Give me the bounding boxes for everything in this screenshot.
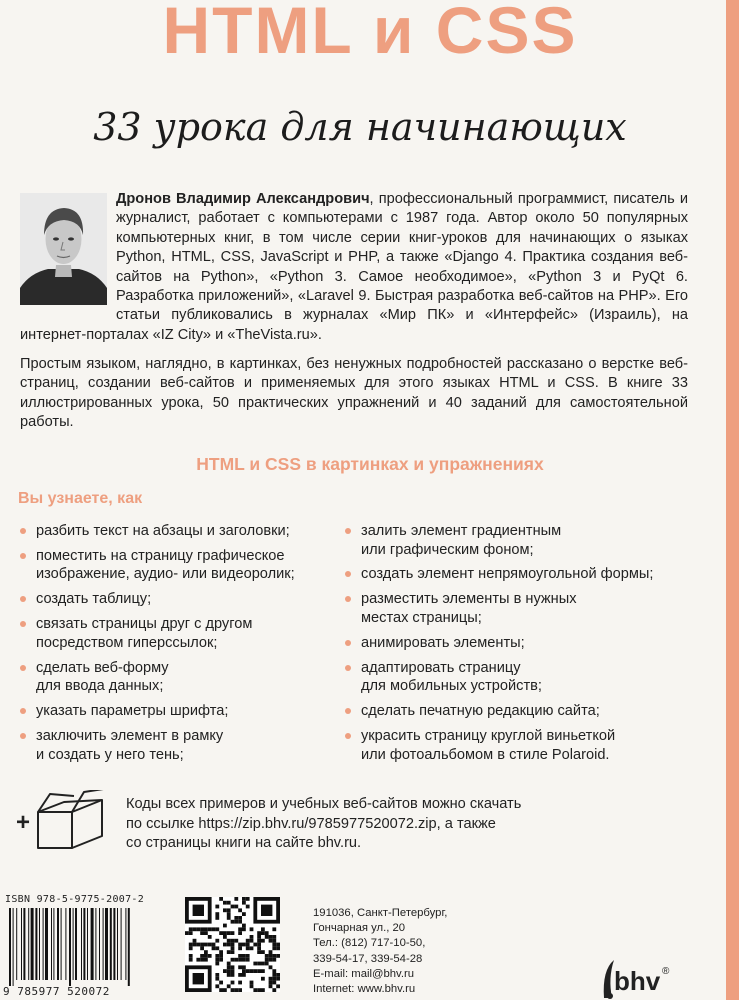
qr-module [215,912,219,916]
qr-module [276,954,280,958]
qr-module [227,962,231,966]
barcode-bar [110,908,112,980]
qr-module [276,984,280,988]
qr-module [250,946,254,950]
qr-module [196,927,200,931]
barcode-bar [28,908,29,980]
qr-module [272,988,276,992]
qr-module [246,954,250,958]
learn-list-left [20,522,340,771]
qr-module [231,939,235,943]
barcode-bar [61,908,62,980]
qr-module [215,916,219,920]
qr-module [269,977,273,981]
qr-module [269,958,273,962]
qr-module [246,939,250,943]
qr-module [257,943,261,947]
qr-module [272,935,276,939]
qr-module [238,988,242,992]
qr-module [227,908,231,912]
qr-module [208,954,212,958]
qr-module [276,977,280,981]
qr-module [219,954,223,958]
qr-module [200,958,204,962]
logo-text: bhv [614,966,661,996]
qr-module [189,943,193,947]
list-item: украсить страницу круглой виньеткой или фотоальбомом в стиле Polaroid. [345,727,715,764]
barcode-bar [75,908,77,980]
author-name: Дронов Владимир Александрович [116,191,370,207]
qr-module [272,977,276,981]
barcode-bar [83,908,85,980]
qr-module [223,988,227,992]
qr-module [215,962,219,966]
barcode-bar [103,908,104,980]
cover-subtitle: 33 урока для начинающих [93,105,627,149]
qr-module [269,935,273,939]
barcode-bar [13,908,14,986]
qr-module [238,908,242,912]
qr-module [219,897,223,901]
registered-mark: ® [662,966,670,977]
qr-module [257,946,261,950]
barcode-digits: 9 785977 520072 [3,985,110,998]
list-item: сделать веб-форму для ввода данных; [20,659,340,696]
barcode-bar [105,908,108,980]
section-heading: HTML и CSS в картинках и упражнениях [196,454,544,474]
qr-module [272,954,276,958]
qr-module [223,943,227,947]
author-bio-text: , профессиональный программист, писатель и журналист, работает с компьютерами с 1987 года. Автор около 50 популярных компьютерных книг, в том числе серии книг-уроков для начинающих о языках Python, HTML, CSS, JavaScript и PHP, а также «Django 4. Практика создания веб-сайтов на Python», «Python 3. Самое необходимое», «Python 3 и PyQt 6. Разработка приложений», «Laravel 9. Быстрая разработка веб-сайтов на PHP». Его статьи публиковались в журналах «Мир ПК» и «Интерфейс» (Израиль), на интернет-порталах «IZ City» и «TheVista.ru». [20,191,688,343]
qr-module [250,981,254,985]
qr-module [257,988,261,992]
qr-module [215,973,219,977]
qr-module [193,939,197,943]
qr-module [208,943,212,947]
qr-module [219,950,223,954]
qr-module [234,920,238,924]
qr-module [272,939,276,943]
qr-module [215,905,219,909]
qr-module [238,943,242,947]
qr-module [189,954,193,958]
qr-module [238,954,242,958]
qr-module [238,946,242,950]
qr-module [250,939,254,943]
barcode-bar [113,908,115,980]
qr-module [227,931,231,935]
list-item: связать страницы друг с другом посредством гиперссылок; [20,615,340,652]
qr-module [242,912,246,916]
learn-list-right [345,522,715,771]
list-item: анимировать элементы; [345,634,715,653]
qr-module [208,935,212,939]
qr-module [231,931,235,935]
qr-module [215,927,219,931]
qr-module [189,958,193,962]
qr-module [193,927,197,931]
qr-module [231,973,235,977]
qr-finder [193,973,204,984]
qr-module [242,901,246,905]
barcode-bar [73,908,74,980]
qr-module [261,969,265,973]
qr-module [223,969,227,973]
qr-module [200,931,204,935]
qr-module [261,931,265,935]
qr-module [189,931,193,935]
qr-module [265,954,269,958]
qr-module [231,988,235,992]
qr-module [269,950,273,954]
qr-module [269,984,273,988]
qr-module [261,988,265,992]
qr-module [257,935,261,939]
qr-module [246,897,250,901]
qr-module [231,943,235,947]
qr-finder [261,905,272,916]
qr-module [246,969,250,973]
qr-module [227,943,231,947]
list-item: указать параметры шрифта; [20,702,340,721]
qr-module [227,939,231,943]
qr-module [242,973,246,977]
isbn-barcode [5,908,168,986]
qr-module [234,988,238,992]
barcode-bar [43,908,44,980]
barcode-bar [51,908,52,980]
list-item: разместить элементы в нужных местах страницы; [345,590,715,627]
qr-module [246,958,250,962]
qr-module [231,946,235,950]
barcode-bar [125,908,126,980]
barcode-bar [39,908,40,980]
list-item: залить элемент градиентным или графическим фоном; [345,522,715,559]
qr-module [219,981,223,985]
qr-module [242,897,246,901]
qr-module [227,969,231,973]
qr-module [246,946,250,950]
qr-module [238,973,242,977]
qr-module [231,969,235,973]
qr-module [272,927,276,931]
qr-module [269,954,273,958]
barcode-bar [23,908,25,980]
qr-module [231,950,235,954]
qr-module [223,924,227,928]
qr-module [257,931,261,935]
qr-module [193,943,197,947]
qr-module [196,958,200,962]
qr-module [227,965,231,969]
qr-module [215,954,219,958]
qr-module [261,977,265,981]
qr-module [231,981,235,985]
qr-module [212,946,216,950]
qr-module [242,954,246,958]
learn-heading: Вы узнаете, как [18,490,143,507]
qr-module [269,965,273,969]
barcode-bar [21,908,22,980]
qr-module [276,973,280,977]
bhv-logo [600,950,675,1000]
qr-module [238,958,242,962]
qr-module [246,943,250,947]
qr-module [253,988,257,992]
barcode-bar [95,908,96,980]
qr-module [238,927,242,931]
author-bio [20,190,688,345]
list-item: заключить элемент в рамку и создать у него тень; [20,727,340,764]
qr-module [261,927,265,931]
qr-module [253,969,257,973]
qr-module [234,939,238,943]
qr-module [269,939,273,943]
qr-module [219,988,223,992]
qr-module [261,962,265,966]
qr-module [223,901,227,905]
list-item: создать таблицу; [20,590,340,609]
qr-module [238,981,242,985]
qr-module [276,943,280,947]
qr-module [204,958,208,962]
qr-module [219,958,223,962]
qr-module [238,920,242,924]
qr-module [231,958,235,962]
barcode-bar [57,908,59,980]
list-item: адаптировать страницу для мобильных устройств; [345,659,715,696]
qr-module [257,969,261,973]
qr-module [215,977,219,981]
qr-module [238,916,242,920]
qr-module [265,935,269,939]
barcode-bar [31,908,34,980]
qr-module [231,920,235,924]
qr-finder [193,905,204,916]
qr-module [257,950,261,954]
cover-title: HTML и CSS [162,0,578,67]
qr-module [231,965,235,969]
qr-module [223,908,227,912]
qr-module [196,943,200,947]
qr-module [219,931,223,935]
qr-module [272,981,276,985]
qr-module [212,943,216,947]
barcode-bar [35,908,37,980]
qr-module [200,943,204,947]
qr-module [204,954,208,958]
qr-module [250,969,254,973]
barcode-bar [81,908,82,980]
barcode-bar [53,908,54,980]
qr-module [253,962,257,966]
qr-module [234,958,238,962]
barcode-bar [121,908,122,980]
qr-module [200,954,204,958]
qr-module [257,939,261,943]
qr-module [215,984,219,988]
download-box-icon [14,790,114,850]
qr-module [242,927,246,931]
qr-module [261,939,265,943]
qr-module [242,958,246,962]
qr-module [269,981,273,985]
qr-module [204,927,208,931]
qr-module [250,984,254,988]
qr-module [234,916,238,920]
plus-icon: + [16,809,31,836]
qr-module [200,927,204,931]
qr-module [265,958,269,962]
qr-module [223,935,227,939]
barcode-bar [117,908,118,980]
qr-module [238,965,242,969]
qr-module [215,939,219,943]
qr-module [246,905,250,909]
list-item: создать элемент непрямоугольной формы; [345,565,715,584]
qr-module [234,897,238,901]
qr-module [242,965,246,969]
qr-code [185,897,280,992]
qr-module [227,973,231,977]
qr-module [261,950,265,954]
barcode-bar [9,908,11,986]
qr-module [242,924,246,928]
qr-module [227,984,231,988]
qr-module [250,935,254,939]
barcode-bar [91,908,94,980]
qr-module [250,927,254,931]
qr-module [231,905,235,909]
qr-module [185,931,189,935]
qr-module [227,901,231,905]
qr-module [212,927,216,931]
book-summary: Простым языком, наглядно, в картинках, без ненужных подробностей рассказано о верстке веб-страниц, создании веб-сайтов и применяемых для этого языках HTML и CSS. В книге 33 иллюстрированных урока, 50 практических упражнений и 40 заданий для самостоятельной работы. [20,356,688,431]
barcode-bar [99,908,100,980]
qr-module [189,927,193,931]
qr-module [223,931,227,935]
qr-module [200,946,204,950]
side-stripe [726,0,739,1000]
qr-module [208,927,212,931]
qr-module [204,950,208,954]
qr-module [272,946,276,950]
barcode-bar [69,908,71,986]
qr-module [272,943,276,947]
qr-module [265,931,269,935]
barcode-bar [16,908,17,980]
list-item: поместить на страницу графическое изображение, аудио- или видеоролик; [20,547,340,584]
qr-module [272,958,276,962]
qr-module [253,943,257,947]
qr-module [272,969,276,973]
qr-module [242,969,246,973]
qr-module [227,916,231,920]
download-info: Коды всех примеров и учебных веб-сайтов можно скачать по ссылке https://zip.bhv.ru/9785977520072.zip, а также со страницы книги на сайте bhv.ru. [126,796,522,852]
barcode-bar [45,908,48,980]
qr-module [215,946,219,950]
isbn-label: ISBN 978-5-9775-2007-2 [5,894,145,905]
qr-module [257,962,261,966]
qr-module [227,912,231,916]
qr-module [227,950,231,954]
qr-module [265,962,269,966]
qr-module [276,946,280,950]
barcode-bar [65,908,66,980]
list-item: разбить текст на абзацы и заголовки; [20,522,340,541]
qr-module [272,973,276,977]
qr-module [204,931,208,935]
qr-module [242,943,246,947]
publisher-address: 191036, Санкт-Петербург, Гончарная ул., 20 Тел.: (812) 717-10-50, 339-54-17, 339-54-28 E-mail: mail@bhv.ru Internet: www.bhv.ru [313,907,448,996]
qr-module [234,905,238,909]
qr-module [189,946,193,950]
barcode-bar [128,908,130,986]
qr-module [238,931,242,935]
barcode-bar [87,908,88,980]
list-item: сделать печатную редакцию сайта; [345,702,715,721]
qr-module [215,958,219,962]
qr-module [204,943,208,947]
